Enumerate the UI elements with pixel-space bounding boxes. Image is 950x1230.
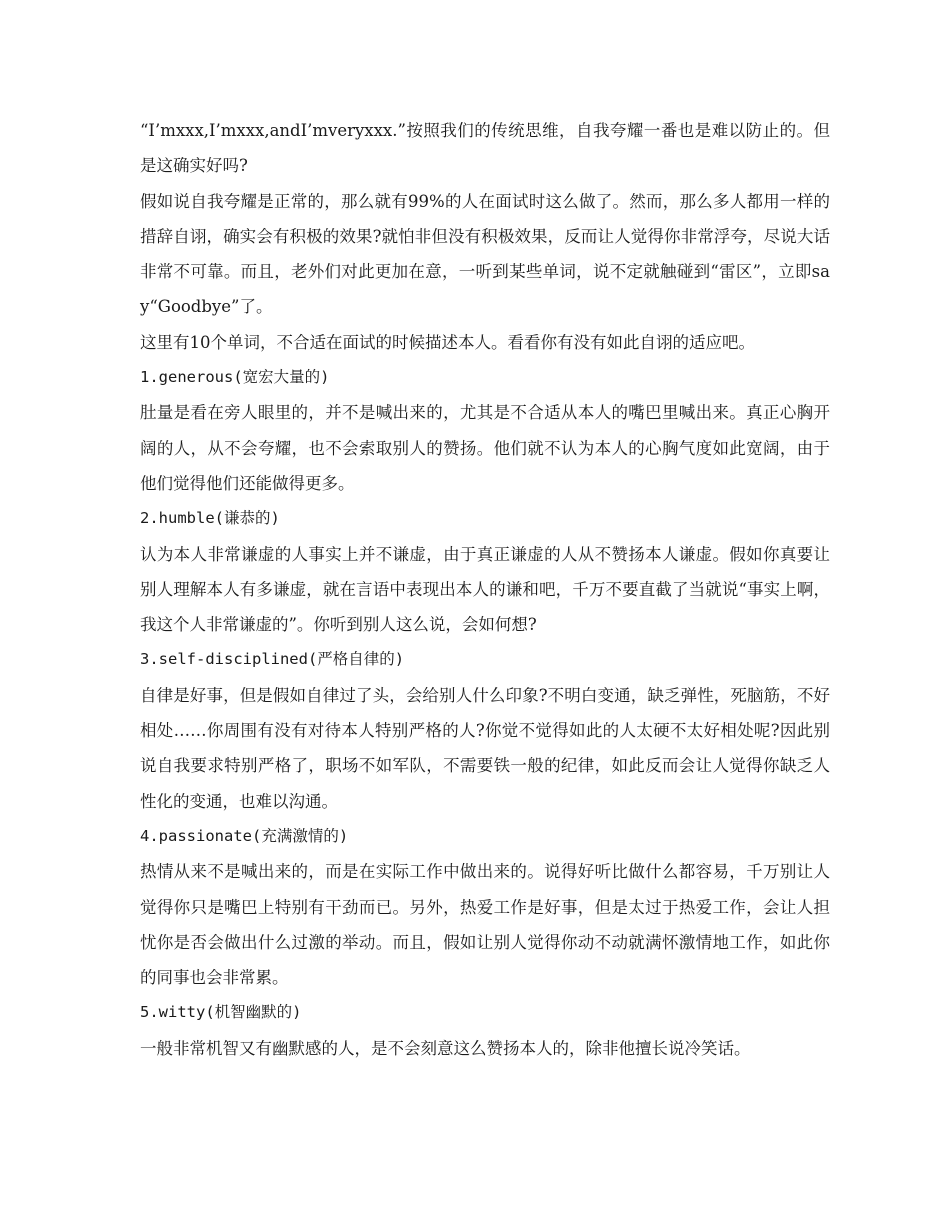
paragraph-humble: 认为本人非常谦虚的人事实上并不谦虚，由于真正谦虚的人从不赞扬本人谦虚。假如你真要让别人理解本人有多谦虚，就在言语中表现出本人的谦和吧，千万不要直截了当就说“事实上啊，我这个人非常谦虚的”。你听到别人这么说，会如何想? xyxy=(140,544,830,635)
document-body xyxy=(140,113,830,1066)
heading-passionate: 4.passionate(充满激情的) xyxy=(140,826,349,845)
paragraph-generous: 肚量是看在旁人眼里的，并不是喊出来的，尤其是不合适从本人的嘴巴里喊出来。真正心胸开阔的人，从不会夸耀，也不会索取别人的赞扬。他们就不认为本人的心胸气度如此宽阔，由于他们觉得他们还能做得更多。 xyxy=(140,403,830,493)
paragraph-witty: 一般非常机智又有幽默感的人，是不会刻意这么赞扬本人的，除非他擅长说冷笑话。 xyxy=(140,1038,751,1058)
heading-generous: 1.generous(宽宏大量的) xyxy=(140,368,330,387)
paragraph-intro-quote: “I’mxxx,I’mxxx,andI’mveryxxx.”按照我们的传统思维，自我夸耀一番也是难以防止的。但是这确实好吗? xyxy=(140,121,830,176)
paragraph-self-disciplined: 自律是好事，但是假如自律过了头，会给别人什么印象?不明白变通，缺乏弹性，死脑筋，不好相处……你周围有没有对待本人特别严格的人?你觉不觉得如此的人太硬不太好相处呢?因此别说自我要求特别严格了，职场不如军队，不需要铁一般的纪律，如此反而会让人觉得你缺乏人性化的变通，也难以沟通。 xyxy=(140,685,830,811)
paragraph-self-praise: 假如说自我夸耀是正常的，那么就有99%的人在面试时这么做了。然而，那么多人都用一样的措辞自诩，确实会有积极的效果?就怕非但没有积极效果，反而让人觉得你非常浮夸，尽说大话非常不可靠。而且，老外们对此更加在意，一听到某些单词，说不定就触碰到“雷区”，立即say“Goodbye”了。 xyxy=(140,191,830,317)
heading-self-disciplined: 3.self-disciplined(严格自律的) xyxy=(140,650,405,669)
paragraph-passionate: 热情从来不是喊出来的，而是在实际工作中做出来的。说得好听比做什么都容易，千万别让人觉得你只是嘴巴上特别有干劲而已。另外，热爱工作是好事，但是太过于热爱工作，会让人担忧你是否会做出什么过激的举动。而且，假如让别人觉得你动不动就满怀激情地工作，如此你的同事也会非常累。 xyxy=(140,862,830,988)
heading-witty: 5.witty(机智幽默的) xyxy=(140,1003,302,1022)
heading-humble: 2.humble(谦恭的) xyxy=(140,509,280,528)
paragraph-ten-words: 这里有10个单词，不合适在面试的时候描述本人。看看你有没有如此自诩的适应吧。 xyxy=(140,332,755,352)
